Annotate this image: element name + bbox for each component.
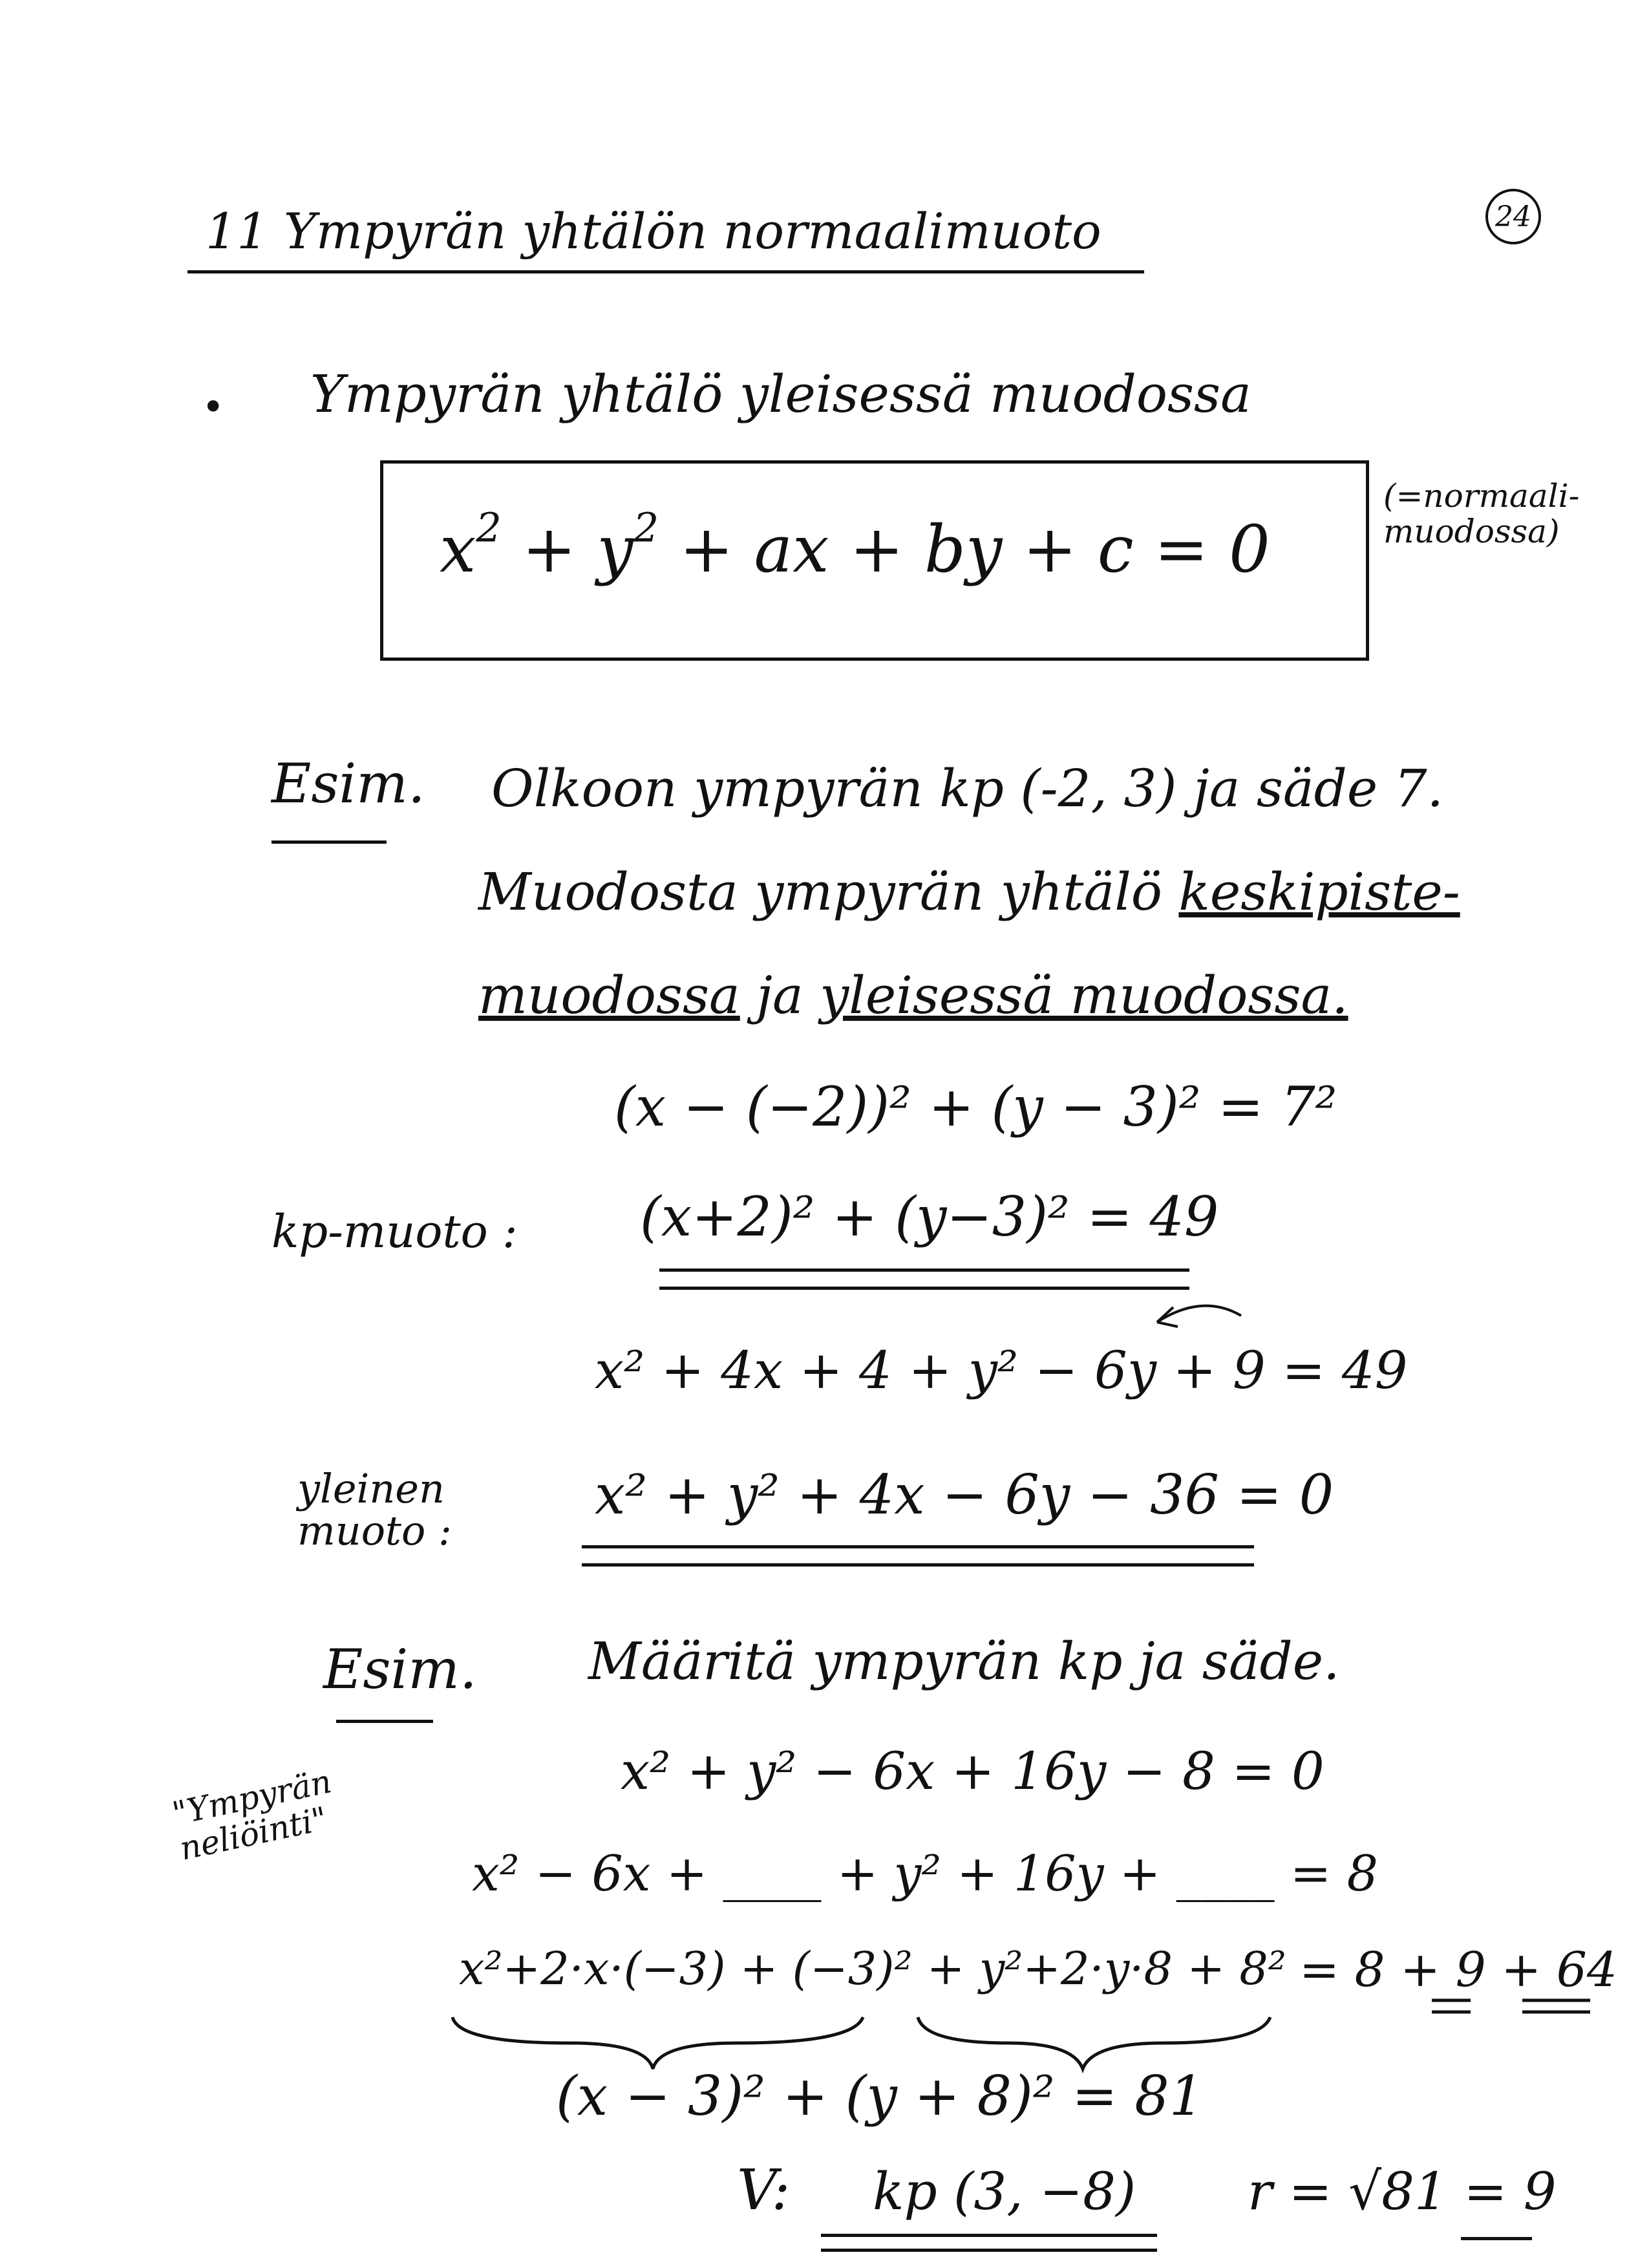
example1-line2: Muodosta ympyrän yhtälö keskipiste- <box>478 862 1460 922</box>
example2-side-note: "Ympyrän neliöinti" <box>169 1762 335 1868</box>
kp-form-equation: (x+2)² + (y−3)² = 49 <box>640 1185 1219 1248</box>
general-form-equation: $x^2 + y^2$ + ax + by + c = 0 <box>440 504 1270 587</box>
example1-line1: Olkoon ympyrän kp (-2, 3) ja säde 7. <box>491 758 1443 818</box>
general-form-heading: Ympyrän yhtälö yleisessä muodossa <box>310 364 1251 424</box>
answer-prefix: V: <box>737 2158 791 2223</box>
example2-eq3-rhs: = 8 + 9 + 64 <box>1299 1942 1617 1998</box>
example2-label: Esim. <box>323 1638 477 1701</box>
example2-eq2: x² − 6x + ____ + y² + 16y + ____ = 8 <box>472 1845 1378 1902</box>
example2-eq1: x² + y² − 6x + 16y − 8 = 0 <box>621 1741 1325 1801</box>
example1-step1: (x − (−2))² + (y − 3)² = 7² <box>614 1075 1337 1139</box>
example2-eq4: (x − 3)² + (y + 8)² = 81 <box>556 2064 1204 2128</box>
section-title: 11 Ympyrän yhtälön normaalimuoto <box>206 202 1101 260</box>
kp-form-label: kp-muoto : <box>271 1205 518 1258</box>
example2-task: Määritä ympyrän kp ja säde. <box>588 1631 1340 1691</box>
example1-line3: muodossa ja yleisessä muodossa. <box>478 965 1348 1025</box>
bullet: • <box>202 385 225 430</box>
example2-eq3: x²+2·x·(−3) + (−3)² + y²+2·y·8 + 8² <box>459 1942 1286 1995</box>
right-brace <box>918 2017 1270 2069</box>
move-arrow <box>1157 1306 1241 1322</box>
page-number: 24 <box>1485 189 1541 244</box>
general-form-result: x² + y² + 4x − 6y − 36 = 0 <box>595 1463 1334 1526</box>
answer-radius: r = √81 = 9 <box>1248 2161 1557 2221</box>
example1-step2: x² + 4x + 4 + y² − 6y + 9 = 49 <box>595 1340 1408 1400</box>
left-brace <box>452 2017 863 2069</box>
general-form-side-note: (=normaali- muodossa) <box>1383 477 1580 550</box>
example1-label: Esim. <box>271 752 425 815</box>
answer-center: kp (3, −8) <box>873 2161 1136 2221</box>
general-form-label: yleinen muoto : <box>297 1465 452 1555</box>
